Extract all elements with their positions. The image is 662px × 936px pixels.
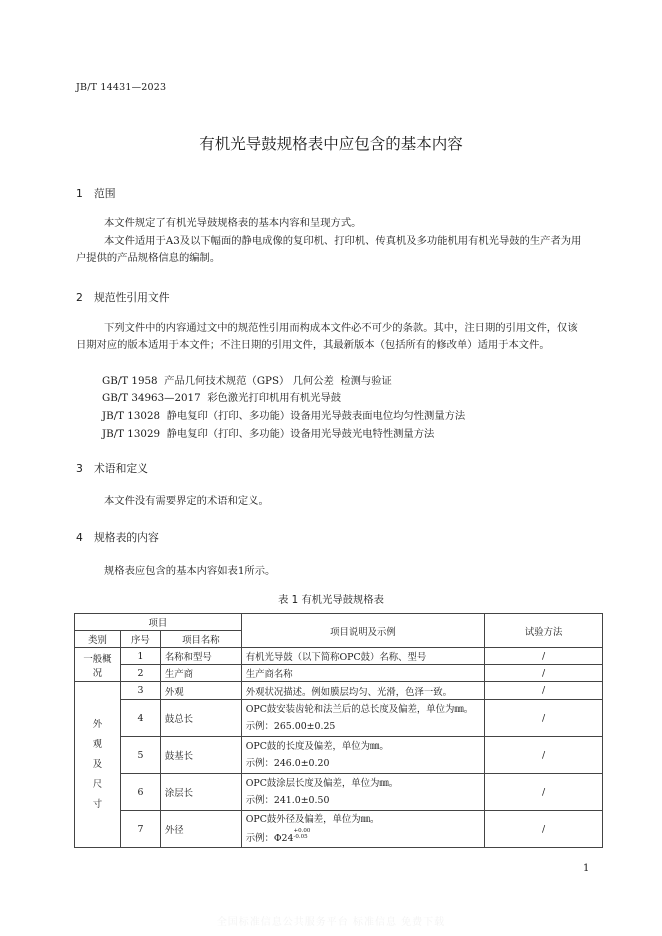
section-title: 规范性引用文件: [94, 291, 170, 304]
tolerance: [293, 828, 310, 840]
header-method: 试验方法: [485, 614, 603, 648]
name-cell: 涂层长: [160, 774, 241, 811]
desc-example: 示例：265.00±0.25: [245, 721, 336, 732]
document-code: JB/T 14431—2023: [76, 82, 167, 93]
footer-watermark: 全国标准信息公共服务平台 标准信息 免费下载: [216, 917, 446, 928]
desc-cell: [241, 737, 485, 774]
method-cell: /: [485, 682, 603, 700]
section-heading-3: [76, 461, 148, 476]
method-cell: /: [485, 648, 603, 665]
table-row: [75, 648, 603, 665]
page-title: 有机光导鼓规格表中应包含的基本内容: [199, 135, 463, 153]
header-name: 项目名称: [160, 631, 241, 648]
section-title: 范围: [94, 187, 116, 200]
desc-cell: [241, 774, 485, 811]
method-cell: /: [485, 700, 603, 737]
name-cell: 鼓总长: [160, 700, 241, 737]
seq-cell: 4: [120, 700, 160, 737]
section-number: 3: [76, 462, 83, 475]
name-cell: 外观: [160, 682, 241, 700]
method-cell: /: [485, 665, 603, 682]
section-number: 2: [76, 291, 83, 304]
category-cell: 外观及尺寸: [75, 682, 121, 848]
section-number: 4: [76, 531, 83, 544]
desc-example: 示例：246.0±0.20: [245, 758, 330, 769]
desc-cell: 生产商名称: [241, 665, 485, 682]
paragraph: 本文件没有需要界定的术语和定义。: [104, 495, 269, 507]
desc-line: OPC鼓涂层长度及偏差，单位为㎜。: [245, 778, 399, 789]
reference-item: JB/T 13028 静电复印（打印、多功能）设备用光导鼓表面电位均匀性测量方法: [102, 410, 466, 422]
category-cell: 一般概况: [75, 648, 121, 682]
seq-cell: 6: [120, 774, 160, 811]
seq-cell: 7: [120, 811, 160, 848]
desc-line: OPC鼓安装齿轮和法兰后的总长度及偏差，单位为㎜。: [245, 704, 474, 715]
method-cell: /: [485, 811, 603, 848]
section-number: 1: [76, 187, 83, 200]
method-cell: /: [485, 737, 603, 774]
header-item: 项目: [75, 614, 242, 631]
header-category: 类别: [75, 631, 121, 648]
seq-cell: 3: [120, 682, 160, 700]
table-row: [75, 774, 603, 811]
name-cell: 鼓基长: [160, 737, 241, 774]
paragraph: 本文件适用于A3及以下幅面的静电成像的复印机、打印机、传真机及多功能机用有机光导鼓的生产者为用户提供的产品规格信息的编制。: [76, 235, 582, 264]
header-seq: 序号: [120, 631, 160, 648]
desc-cell: 外观状况描述。例如膜层均匀、光滑，色泽一致。: [241, 682, 485, 700]
reference-item: GB/T 1958 产品几何技术规范（GPS） 几何公差 检测与验证: [102, 375, 392, 387]
header-desc: 项目说明及示例: [241, 614, 485, 648]
name-cell: 生产商: [160, 665, 241, 682]
desc-cell: [241, 700, 485, 737]
section-heading-1: [76, 186, 116, 201]
table-row: [75, 811, 603, 848]
paragraph: 下列文件中的内容通过文中的规范性引用而构成本文件必不可少的条款。其中，注日期的引用文件，仅该日期对应的版本适用于本文件；不注日期的引用文件，其最新版本（包括所有的修改单）适用于本文件。: [76, 322, 578, 351]
table-row: [75, 700, 603, 737]
reference-item: GB/T 34963—2017 彩色激光打印机用有机光导鼓: [102, 392, 342, 404]
table-row: [75, 682, 603, 700]
desc-cell: 有机光导鼓（以下简称OPC鼓）名称、型号: [241, 648, 485, 665]
desc-line: OPC鼓外径及偏差，单位为㎜。: [245, 814, 380, 825]
paragraph: 本文件规定了有机光导鼓规格表的基本内容和呈现方式。: [104, 217, 362, 229]
section-title: 术语和定义: [94, 462, 148, 475]
tolerance-lower: -0.05: [293, 834, 308, 840]
desc-example: [246, 828, 481, 847]
section-heading-4: [76, 530, 159, 545]
name-cell: 名称和型号: [160, 648, 241, 665]
desc-cell: [241, 811, 485, 848]
tolerance-upper: +0.00: [293, 828, 311, 834]
desc-line: OPC鼓的长度及偏差，单位为㎜。: [245, 741, 389, 752]
table-row: [75, 737, 603, 774]
seq-cell: 5: [120, 737, 160, 774]
diameter-value: 示例：Φ24: [245, 833, 294, 844]
page-number: 1: [583, 863, 590, 874]
section-title: 规格表的内容: [94, 531, 159, 544]
name-cell: 外径: [160, 811, 241, 848]
seq-cell: 2: [120, 665, 160, 682]
table-caption: 表 1 有机光导鼓规格表: [278, 594, 384, 606]
spec-table: [74, 613, 603, 848]
method-cell: /: [485, 774, 603, 811]
paragraph: 规格表应包含的基本内容如表1所示。: [104, 565, 276, 577]
reference-item: JB/T 13029 静电复印（打印、多功能）设备用光导鼓光电特性测量方法: [102, 428, 435, 440]
table-row: [75, 665, 603, 682]
seq-cell: 1: [120, 648, 160, 665]
desc-example: 示例：241.0±0.50: [245, 795, 330, 806]
section-heading-2: [76, 290, 170, 305]
